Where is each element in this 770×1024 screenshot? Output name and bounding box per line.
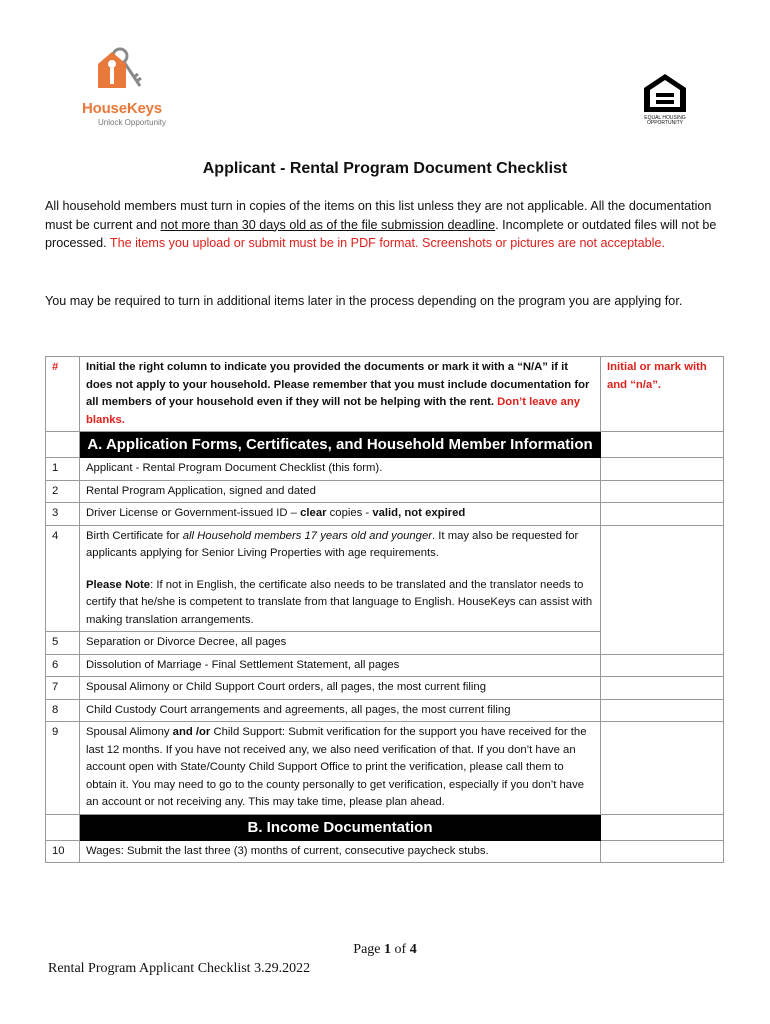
row-number: 6: [46, 654, 80, 677]
instruction-text: Initial the right column to indicate you provided the documents or mark it with a “N/A” if it does not apply to your household. Please remember that you must include documentation for all members of your household even if they will not be helping with the rent.: [86, 361, 590, 408]
initial-cell[interactable]: [601, 503, 724, 526]
row-number: 5: [46, 632, 80, 655]
housekeys-logo: [76, 42, 186, 132]
table-row: [46, 480, 724, 503]
section-b-row: [46, 814, 724, 840]
instruction-warning: Don’t leave any blanks.: [86, 396, 581, 426]
table-row: [46, 654, 724, 677]
section-a-row: [46, 432, 724, 458]
page-total: 4: [409, 942, 417, 957]
table-row: [46, 722, 724, 815]
row-number: 3: [46, 503, 80, 526]
col-initial-header: Initial or mark with and “n/a”.: [601, 357, 724, 432]
table-row: [46, 458, 724, 481]
initial-cell[interactable]: [601, 840, 724, 863]
row-text: Applicant - Rental Program Document Checklist (this form).: [80, 458, 601, 481]
page-of: of: [391, 942, 410, 957]
intro-text-b: . Incomplete or outdated files will not be processed.: [45, 217, 717, 250]
row-text-part: copies -: [326, 507, 373, 519]
initial-cell[interactable]: [601, 458, 724, 481]
brand-name: HouseKeys: [82, 100, 162, 117]
note-text: : If not in English, the certificate also needs to be translated and the translator needs to certify that he/she is competent to translate from that language to English. HouseKeys can assist with making translation arrangements.: [86, 578, 593, 626]
table-header-row: [46, 357, 724, 432]
row-number: 2: [46, 480, 80, 503]
document-footer: Rental Program Applicant Checklist 3.29.2022: [48, 961, 311, 976]
initial-cell[interactable]: [601, 525, 724, 654]
row-number: 1: [46, 458, 80, 481]
row-text: [80, 722, 601, 815]
row-number: 4: [46, 525, 80, 632]
row-text: Dissolution of Marriage - Final Settlement Statement, all pages: [80, 654, 601, 677]
row-text: Separation or Divorce Decree, all pages: [80, 632, 601, 655]
equal-housing-caption: EQUAL HOUSING OPPORTUNITY: [644, 115, 686, 126]
section-a-title: A. Application Forms, Certificates, and Household Member Information: [80, 432, 601, 458]
note-label: Please Note: [86, 578, 151, 591]
col-number-header: #: [46, 357, 80, 432]
intro-pdf-warning: The items you upload or submit must be in PDF format. Screenshots or pictures are not acceptable.: [109, 236, 665, 250]
row-number: 9: [46, 722, 80, 815]
intro-text-a: All household members must turn in copies of the items on this list unless they are not applicable. All the documentation must be current and: [45, 199, 712, 232]
initial-cell[interactable]: [601, 722, 724, 815]
table-row: [46, 525, 724, 632]
row-text: Wages: Submit the last three (3) months of current, consecutive paycheck stubs.: [80, 840, 601, 863]
initial-cell[interactable]: [601, 654, 724, 677]
translation-note: [86, 577, 594, 630]
equal-housing-icon: [640, 72, 690, 116]
table-row: [46, 677, 724, 700]
table-row: [46, 699, 724, 722]
house-keys-logo-icon: [76, 42, 186, 102]
row-text: Rental Program Application, signed and dated: [80, 480, 601, 503]
page-label: Page: [353, 942, 385, 957]
initial-cell[interactable]: [601, 699, 724, 722]
row-text-bold: clear: [300, 507, 327, 519]
initial-cell[interactable]: [601, 677, 724, 700]
table-row: [46, 840, 724, 863]
row-text-part: Child Support: Submit verification for the support you have received for the last 12 months. If you have not received any, we also need verification of that. If you don’t have an account open with State/County Child Support Office to print the verification, please call them to obtain it. You may need to go to the county personally to get verification, especially if you don’t have an account or not receiving any. This may take time, please plan ahead.: [86, 726, 587, 808]
row-text: [80, 525, 601, 632]
row-text-part: Birth Certificate for: [86, 529, 183, 542]
table-row: [46, 503, 724, 526]
row-text: Spousal Alimony or Child Support Court orders, all pages, the most current filing: [80, 677, 601, 700]
page-title: Applicant - Rental Program Document Checklist: [202, 160, 568, 177]
section-b-title: B. Income Documentation: [80, 814, 601, 840]
row-text-bold: valid, not expired: [372, 507, 466, 519]
row-text: [80, 503, 601, 526]
row-number: 8: [46, 699, 80, 722]
intro-paragraph: [45, 197, 730, 253]
initial-cell[interactable]: [601, 480, 724, 503]
brand-tagline: Unlock Opportunity: [98, 118, 167, 127]
row-number: 10: [46, 840, 80, 863]
row-text-part: Driver License or Government-issued ID –: [86, 507, 301, 519]
row-text-italic: all Household members 17 years old and younger: [182, 529, 432, 542]
row-text-part: . It may also be requested for applicants applying for Senior Living Properties with age requirements.: [86, 529, 579, 559]
row-number: 7: [46, 677, 80, 700]
row-text-bold: and /or: [172, 726, 211, 738]
page-current: 1: [384, 942, 392, 957]
intro-deadline: not more than 30 days old as of the file submission deadline: [160, 217, 496, 232]
equal-housing-logo: [640, 72, 690, 130]
page-number: [0, 942, 770, 958]
checklist-table: [45, 356, 724, 863]
row-text: Child Custody Court arrangements and agreements, all pages, the most current filing: [80, 699, 601, 722]
additional-items-paragraph: You may be required to turn in additional items later in the process depending on the program you are applying for.: [45, 294, 683, 308]
row-text-part: Spousal Alimony: [86, 726, 173, 738]
instruction-header: [80, 357, 601, 432]
